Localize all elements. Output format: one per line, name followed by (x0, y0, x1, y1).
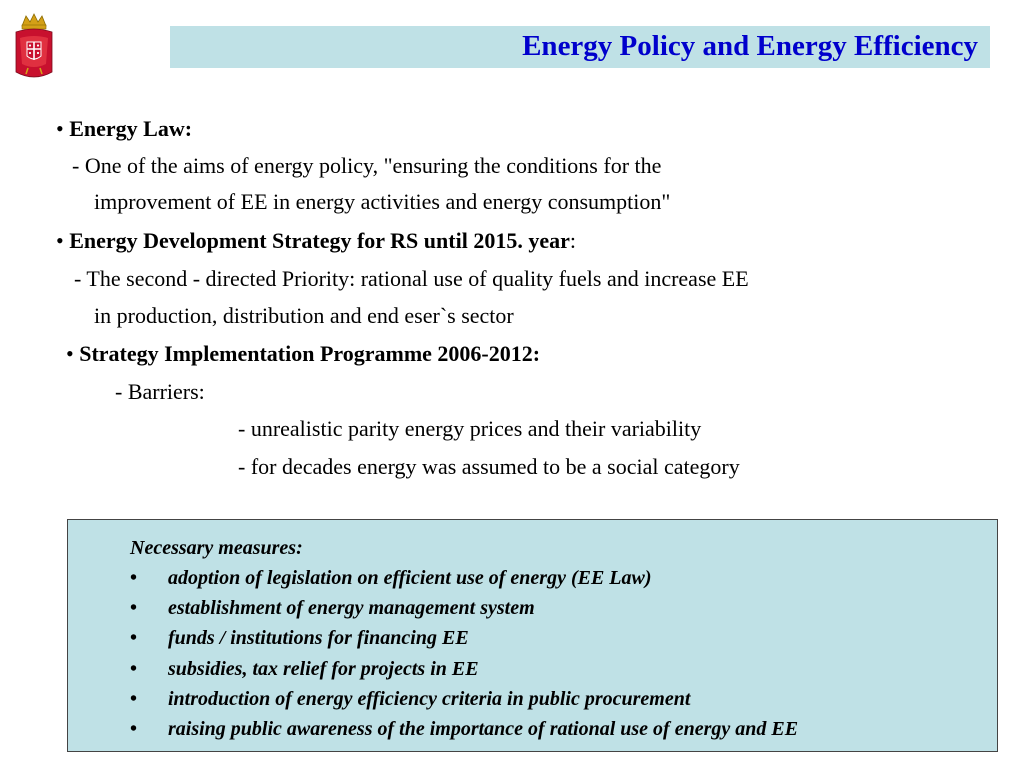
energy-law-line-1: - One of the aims of energy policy, "ensuring the conditions for the (72, 153, 662, 178)
measure-item: adoption of legislation on efficient use of energy (EE Law) (168, 567, 652, 589)
bullet: • (130, 658, 138, 680)
strategy-line-1: - The second - directed Priority: rational use of quality fuels and increase EE (74, 266, 749, 291)
barrier-item-2: - for decades energy was assumed to be a social category (238, 454, 740, 479)
bullet: • (56, 116, 64, 141)
bullet: • (130, 567, 138, 589)
measure-item: establishment of energy management system (168, 597, 535, 619)
strategy-heading: Energy Development Strategy for RS until 2015. year (69, 228, 570, 253)
bullet: • (130, 688, 138, 710)
energy-law-heading: Energy Law: (69, 116, 193, 141)
barriers-label: - Barriers: (115, 379, 205, 404)
title-bar (170, 26, 990, 68)
measures-heading: Necessary measures: (130, 537, 303, 559)
measure-item: subsidies, tax relief for projects in EE (168, 658, 479, 680)
programme-heading: Strategy Implementation Programme 2006-2012: (79, 341, 541, 366)
bullet: • (130, 718, 138, 740)
bullet: • (56, 228, 64, 253)
bullet: • (130, 627, 138, 649)
programme-bullet-line (66, 343, 540, 365)
measure-item: raising public awareness of the importance of rational use of energy and EE (168, 718, 799, 740)
strategy-bullet-line (56, 230, 576, 252)
measure-item: introduction of energy efficiency criteria in public procurement (168, 688, 691, 710)
serbian-coat-of-arms-icon (12, 12, 56, 84)
strategy-line-2: in production, distribution and end eser`s sector (94, 303, 514, 328)
energy-law-line-2: improvement of EE in energy activities and energy consumption" (94, 189, 671, 214)
page-title: Energy Policy and Energy Efficiency (522, 30, 978, 62)
bullet: • (130, 597, 138, 619)
measures-box (67, 519, 998, 752)
strategy-heading-suffix: : (569, 228, 576, 253)
barrier-item-1: - unrealistic parity energy prices and their variability (238, 416, 702, 441)
measure-item: funds / institutions for financing EE (168, 627, 469, 649)
bullet: • (66, 341, 74, 366)
energy-law-bullet-line (56, 118, 192, 140)
